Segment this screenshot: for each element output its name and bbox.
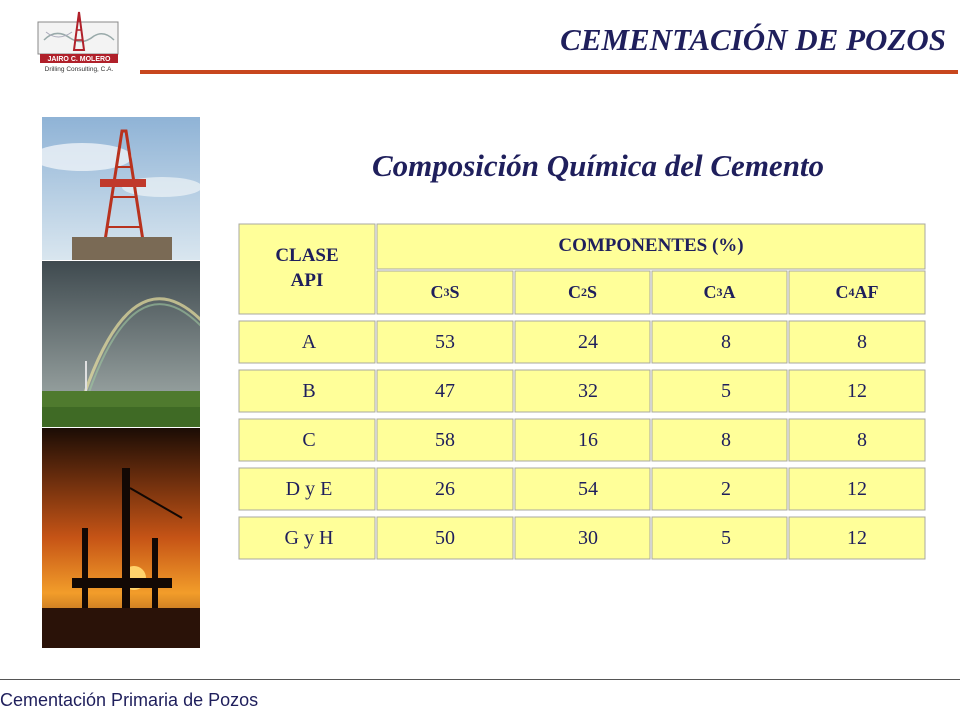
header-title: CEMENTACIÓN DE POZOS <box>560 22 946 57</box>
component-value: 30 <box>578 526 598 549</box>
row-class-label: G y H <box>284 526 334 549</box>
slide-title: Composición Química del Cemento <box>371 148 825 183</box>
components-header: COMPONENTES (%) <box>558 235 744 257</box>
component-value: 12 <box>847 477 867 500</box>
component-header-4: C 4 AF <box>835 281 879 302</box>
component-value: 53 <box>435 330 455 353</box>
component-value: 26 <box>435 477 455 500</box>
component-header-3: C 3 A <box>703 281 736 302</box>
component-value: 32 <box>578 379 598 402</box>
row-class-label: B <box>302 379 316 402</box>
row-class-label: C <box>302 428 316 451</box>
footer-text: Cementación Primaria de Pozos <box>0 690 259 710</box>
component-value: 47 <box>435 379 455 402</box>
component-value: 8 <box>857 428 867 451</box>
component-value: 8 <box>721 428 731 451</box>
component-value: 5 <box>721 379 731 402</box>
class-header-line2: API <box>290 270 324 291</box>
component-value: 12 <box>847 526 867 549</box>
component-value: 24 <box>578 330 598 353</box>
component-header-2: C 2 S <box>567 281 597 302</box>
component-header-1: C 3 S <box>430 281 460 302</box>
component-value: 54 <box>578 477 598 500</box>
component-value: 8 <box>857 330 867 353</box>
component-value: 2 <box>721 477 731 500</box>
class-api-header <box>239 224 375 314</box>
footer-divider <box>0 679 960 680</box>
logo-subtitle: Drilling Consulting, C.A. <box>44 66 114 73</box>
class-header-line1: CLASE <box>275 245 339 267</box>
component-value: 8 <box>721 330 731 353</box>
row-class-label: A <box>301 330 317 353</box>
component-value: 12 <box>847 379 867 402</box>
component-value: 58 <box>435 428 455 451</box>
component-value: 50 <box>435 526 455 549</box>
component-value: 16 <box>578 428 598 451</box>
component-value: 5 <box>721 526 731 549</box>
logo-name: JAIRO C. MOLERO <box>47 56 111 63</box>
row-class-label: D y E <box>285 477 333 500</box>
